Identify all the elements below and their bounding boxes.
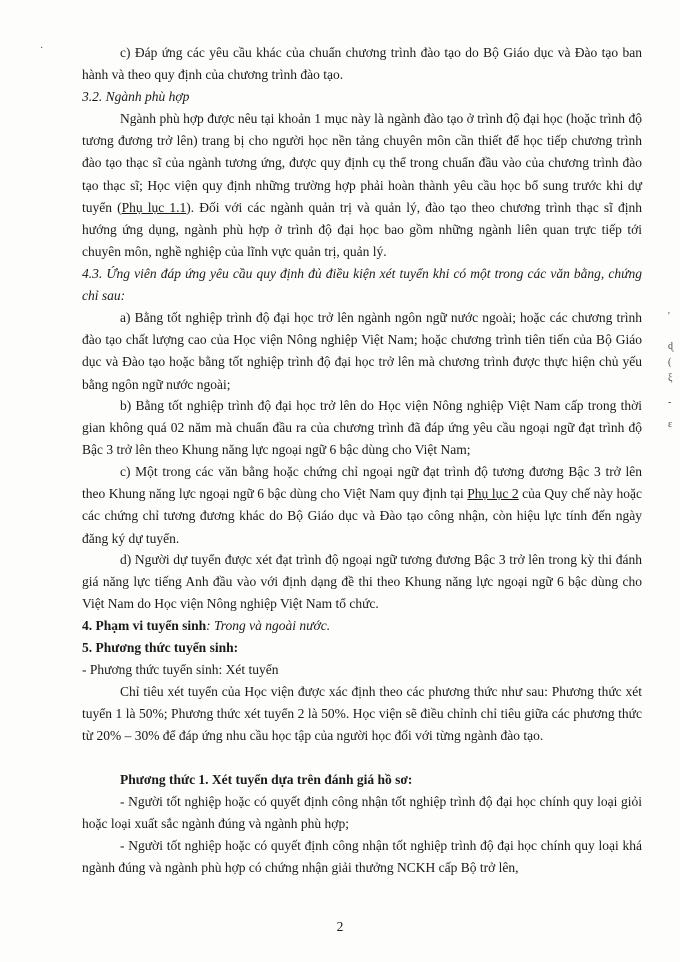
section-4-label: 4. Phạm vi tuyển sinh	[82, 618, 207, 633]
scan-edge-mark: -	[668, 397, 672, 408]
paragraph-quota: Chỉ tiêu xét tuyển của Học viện được xác định theo các phương thức như sau: Phương thức xét tuyển 1 là 50%; Phương thức xét tuyển 2 là 50%. Học viện sẽ điều chỉnh chỉ tiêu giữa các phương thức từ 20% – 30% để đáp ứng nhu cầu học tập của người học đối với từng ngành đào tạo.	[82, 684, 642, 744]
scan-speck: ·	[40, 43, 44, 54]
paragraph-4-3-a: a) Bằng tốt nghiệp trình độ đại học trở lên ngành ngôn ngữ nước ngoài; hoặc các chương trình đào tạo chất lượng cao của Học viện Nông nghiệp Việt Nam; hoặc chương trình tiên tiến của Bộ Giáo dục và Đào tạo hoặc bằng tốt nghiệp trình độ đại học trở lên mà chương trình được thực hiện chủ yếu bằng ngôn ngữ nước ngoài;	[82, 310, 642, 392]
scan-edge-mark: '	[668, 311, 670, 322]
paragraph-3-2-text-a: Ngành phù hợp được nêu tại khoản 1 mục này là ngành đào tạo ở trình độ đại học (hoặc trình độ tương đương trở lên) trang bị cho người học nền tảng chuyên môn cần thiết để học tiếp chương trình đào tạo thạc sĩ của ngành tương ứng, được quy định cụ thể trong chuẩn đầu vào của chương trình đào tạo thạc sĩ; Học viện quy định những trường hợp phải hoàn thành yêu cầu học bổ sung trước khi dự tuyển (	[82, 111, 642, 215]
method-1-item-b: - Người tốt nghiệp hoặc có quyết định công nhận tốt nghiệp trình độ đại học chính quy loại khá ngành đúng và ngành phù hợp có chứng nhận giải thưởng NCKH cấp Bộ trở lên,	[82, 838, 642, 876]
scan-edge-mark: (	[668, 357, 672, 368]
paragraph-c-standards: c) Đáp ứng các yêu cầu khác của chuẩn chương trình đào tạo do Bộ Giáo dục và Đào tạo ban hành và theo quy định của chương trình đào tạo.	[82, 45, 642, 83]
paragraph-4-3-c	[82, 461, 642, 550]
paragraph-4-3-d: d) Người dự tuyển được xét đạt trình độ ngoại ngữ tương đương Bậc 3 trở lên trong kỳ thi đánh giá năng lực tiếng Anh đầu vào với định dạng đề thi theo Khung năng lực ngoại ngữ 6 bậc dùng cho Việt Nam do Học viện Nông nghiệp Việt Nam tổ chức.	[82, 552, 642, 612]
section-5-heading: 5. Phương thức tuyển sinh:	[82, 640, 239, 655]
appendix-2-link[interactable]: Phụ lục 2	[467, 486, 519, 502]
appendix-1-1-link[interactable]: Phụ lục 1.1	[121, 199, 187, 215]
paragraph-4-3-c-text-b: của Quy chế này hoặc các chứng chỉ tương đương khác do Bộ Giáo dục và Đào tạo công nhận, còn hiệu lực tính đến ngày đăng ký dự tuyển.	[82, 486, 642, 546]
method-1-heading: Phương thức 1. Xét tuyển dựa trên đánh giá hồ sơ:	[120, 772, 413, 787]
section-4-text: : Trong và ngoài nước.	[206, 618, 331, 633]
heading-3-2: 3.2. Ngành phù hợp	[82, 89, 190, 104]
scan-edge-mark: ξ	[668, 373, 673, 384]
section-4-scope	[82, 615, 642, 637]
paragraph-3-2	[82, 108, 642, 263]
heading-4-3: 4.3. Ứng viên đáp ứng yêu cầu quy định đủ điều kiện xét tuyển khi có một trong các văn bằng, chứng chỉ sau:	[82, 266, 642, 304]
paragraph-4-3-b: b) Bằng tốt nghiệp trình độ đại học trở lên do Học viện Nông nghiệp Việt Nam cấp trong thời gian không quá 02 năm mà chuẩn đầu ra của chương trình đã đáp ứng yêu cầu ngoại ngữ đạt trình độ Bậc 3 trở lên theo Khung năng lực ngoại ngữ 6 bậc dùng cho Việt Nam;	[82, 398, 642, 458]
scan-edge-mark: ɖ	[668, 341, 673, 352]
paragraph-3-2-text-b: ). Đối với các ngành quản trị và quản lý, đào tạo theo chương trình thạc sĩ định hướng ứng dụng, ngành phù hợp ở trình độ đại học bao gồm những ngành liên quan trực tiếp tới chuyên môn, nghề nghiệp của lĩnh vực quản trị, quản lý.	[82, 199, 642, 260]
section-5-method-line: - Phương thức tuyển sinh: Xét tuyển	[82, 662, 279, 677]
scan-edge-mark: ε	[668, 419, 673, 430]
paragraph-4-3-c-text-a: c) Một trong các văn bằng hoặc chứng chỉ ngoại ngữ đạt trình độ tương đương Bậc 3 trở lên theo Khung năng lực ngoại ngữ 6 bậc dùng cho Việt Nam quy định tại	[82, 464, 642, 502]
page-number: 2	[336, 919, 344, 934]
method-1-item-a: - Người tốt nghiệp hoặc có quyết định công nhận tốt nghiệp trình độ đại học chính quy loại giỏi hoặc loại xuất sắc ngành đúng và ngành phù hợp;	[82, 794, 642, 832]
